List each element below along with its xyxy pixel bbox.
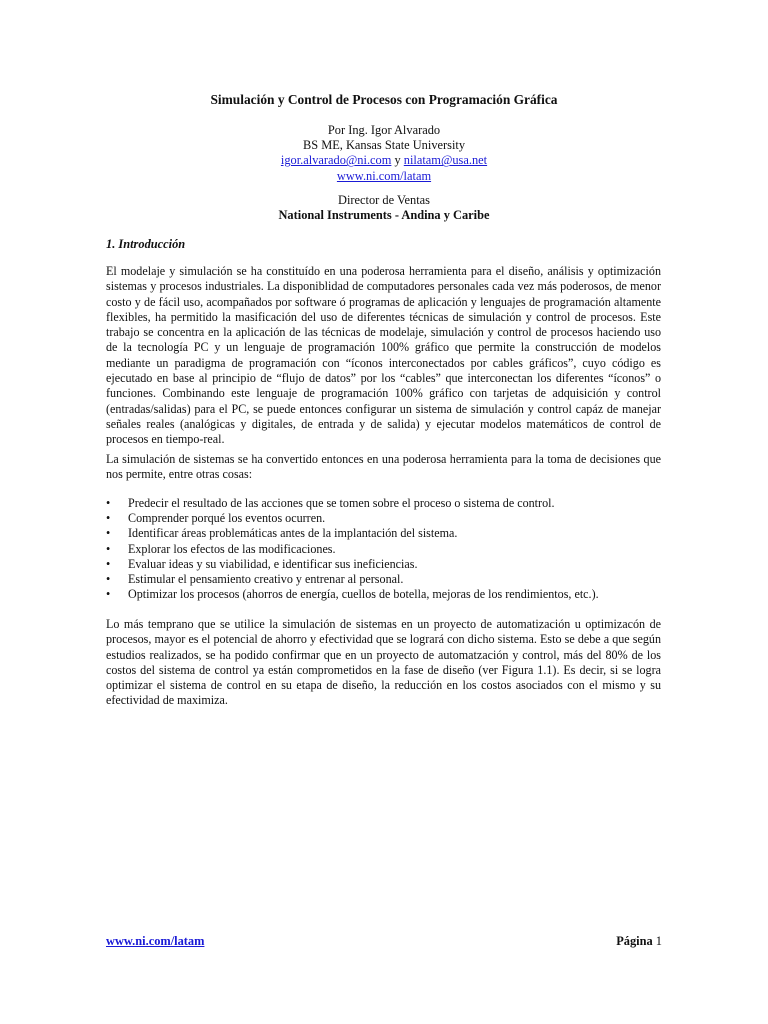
list-item (106, 557, 666, 572)
bullet-icon: • (106, 541, 111, 556)
bullet-icon: • (106, 526, 111, 541)
author-organization: National Instruments - Andina y Caribe (278, 208, 490, 223)
author-emails (0, 153, 768, 168)
paragraph-early-simulation: Lo más temprano que se utilice la simulación de sistemas en un proyecto de automatización u optimizacón de procesos, mayor es el potencial de ahorro y efectividad que se logrará con dicho sistema. Esto se debe a que según estudios realizados, se ha podido confirmar que en un proyecto de automatzación y control, más del 80% de los costos del sistema de control ya están comprometidos en la fase de diseño (ver Figura 1.1). Es decir, si se logra optimizar el sistema de control en su etapa de diseño, la reducción en los costos asociados con el mismo y su efectividad de maximiza. (106, 617, 661, 708)
list-item-text: Comprender porqué los eventos ocurren. (128, 511, 326, 526)
list-item-text: Evaluar ideas y su viabilidad, e identificar sus ineficiencias. (128, 556, 418, 571)
list-item (106, 542, 666, 557)
author-name: Por Ing. Igor Alvarado (327, 123, 441, 137)
list-item (106, 511, 666, 526)
list-item (106, 496, 666, 511)
author-degree: BS ME, Kansas State University (302, 138, 466, 153)
page-number-value: 1 (655, 934, 662, 948)
list-item-text: Estimular el pensamiento creativo y entrenar al personal. (128, 572, 404, 587)
list-item (106, 587, 666, 602)
author-block (0, 123, 768, 184)
list-item (106, 572, 666, 587)
paragraph-simulation: La simulación de sistemas se ha convertido entonces en una poderosa herramienta para la toma de decisiones que nos permite, entre otras cosas: (106, 452, 661, 482)
bullet-icon: • (106, 572, 111, 587)
email-connector: y (391, 153, 404, 168)
author-website-link[interactable]: www.ni.com/latam (336, 168, 432, 183)
benefits-list (106, 496, 666, 602)
email-link-igor[interactable]: igor.alvarado@ni.com (280, 153, 392, 168)
author-position: Director de Ventas (338, 193, 430, 207)
list-item (106, 526, 666, 541)
section-heading-introduccion: 1. Introducción (106, 237, 186, 251)
email-link-nilatam[interactable]: nilatam@usa.net (403, 153, 488, 168)
list-item-text: Predecir el resultado de las acciones que se tomen sobre el proceso o sistema de control. (128, 496, 555, 510)
role-block (0, 193, 768, 223)
page-label: Página (616, 934, 653, 948)
list-item-text: Optimizar los procesos (ahorros de energía, cuellos de botella, mejoras de los rendimientos, etc.). (128, 587, 599, 602)
bullet-icon: • (106, 556, 111, 571)
bullet-icon: • (106, 496, 111, 510)
bullet-icon: • (106, 511, 111, 526)
list-item-text: Explorar los efectos de las modificaciones. (128, 541, 336, 556)
document-title: Simulación y Control de Procesos con Programación Gráfica (210, 92, 558, 107)
list-item-text: Identificar áreas problemáticas antes de la implantación del sistema. (128, 526, 458, 541)
footer-website-link[interactable]: www.ni.com/latam (106, 934, 205, 948)
paragraph-intro: El modelaje y simulación se ha constituído en una poderosa herramienta para el diseño, análisis y optimización sistemas y procesos industriales. La disponiblidad de computadores personales cada vez más poderosos, de menor costo y de fácil uso, acompañados por software ó programas de aplicación y lenguajes de programación altamente flexibles, ha permitido la masificación del uso de diferentes técnicas de simulación y control de procesos. Este trabajo se concentra en la aplicación de las técnicas de modelaje, simulación y control de procesos haciendo uso de la tecnología PC y un lenguaje de programación 100% gráfico que permite la construcción de modelos mediante un paradigma de programación con “íconos interconectados por cables gráficos”, cuyo código es ejecutado en base al principio de “flujo de datos” por los “cables” que interconectan los diferentes “íconos” o funciones. Combinando este lenguaje de programación 100% gráfico con tarjetas de adquisición y control (entradas/salidas) para el PC, se puede entonces configurar un sistema de simulación y control capáz de manejar señales reales (analógicas y digitales, de entrada y de salida) y ejecutar modelos matemáticos de control de procesos en tiempo-real. (106, 264, 661, 447)
bullet-icon: • (106, 587, 111, 602)
page-number (616, 934, 662, 949)
